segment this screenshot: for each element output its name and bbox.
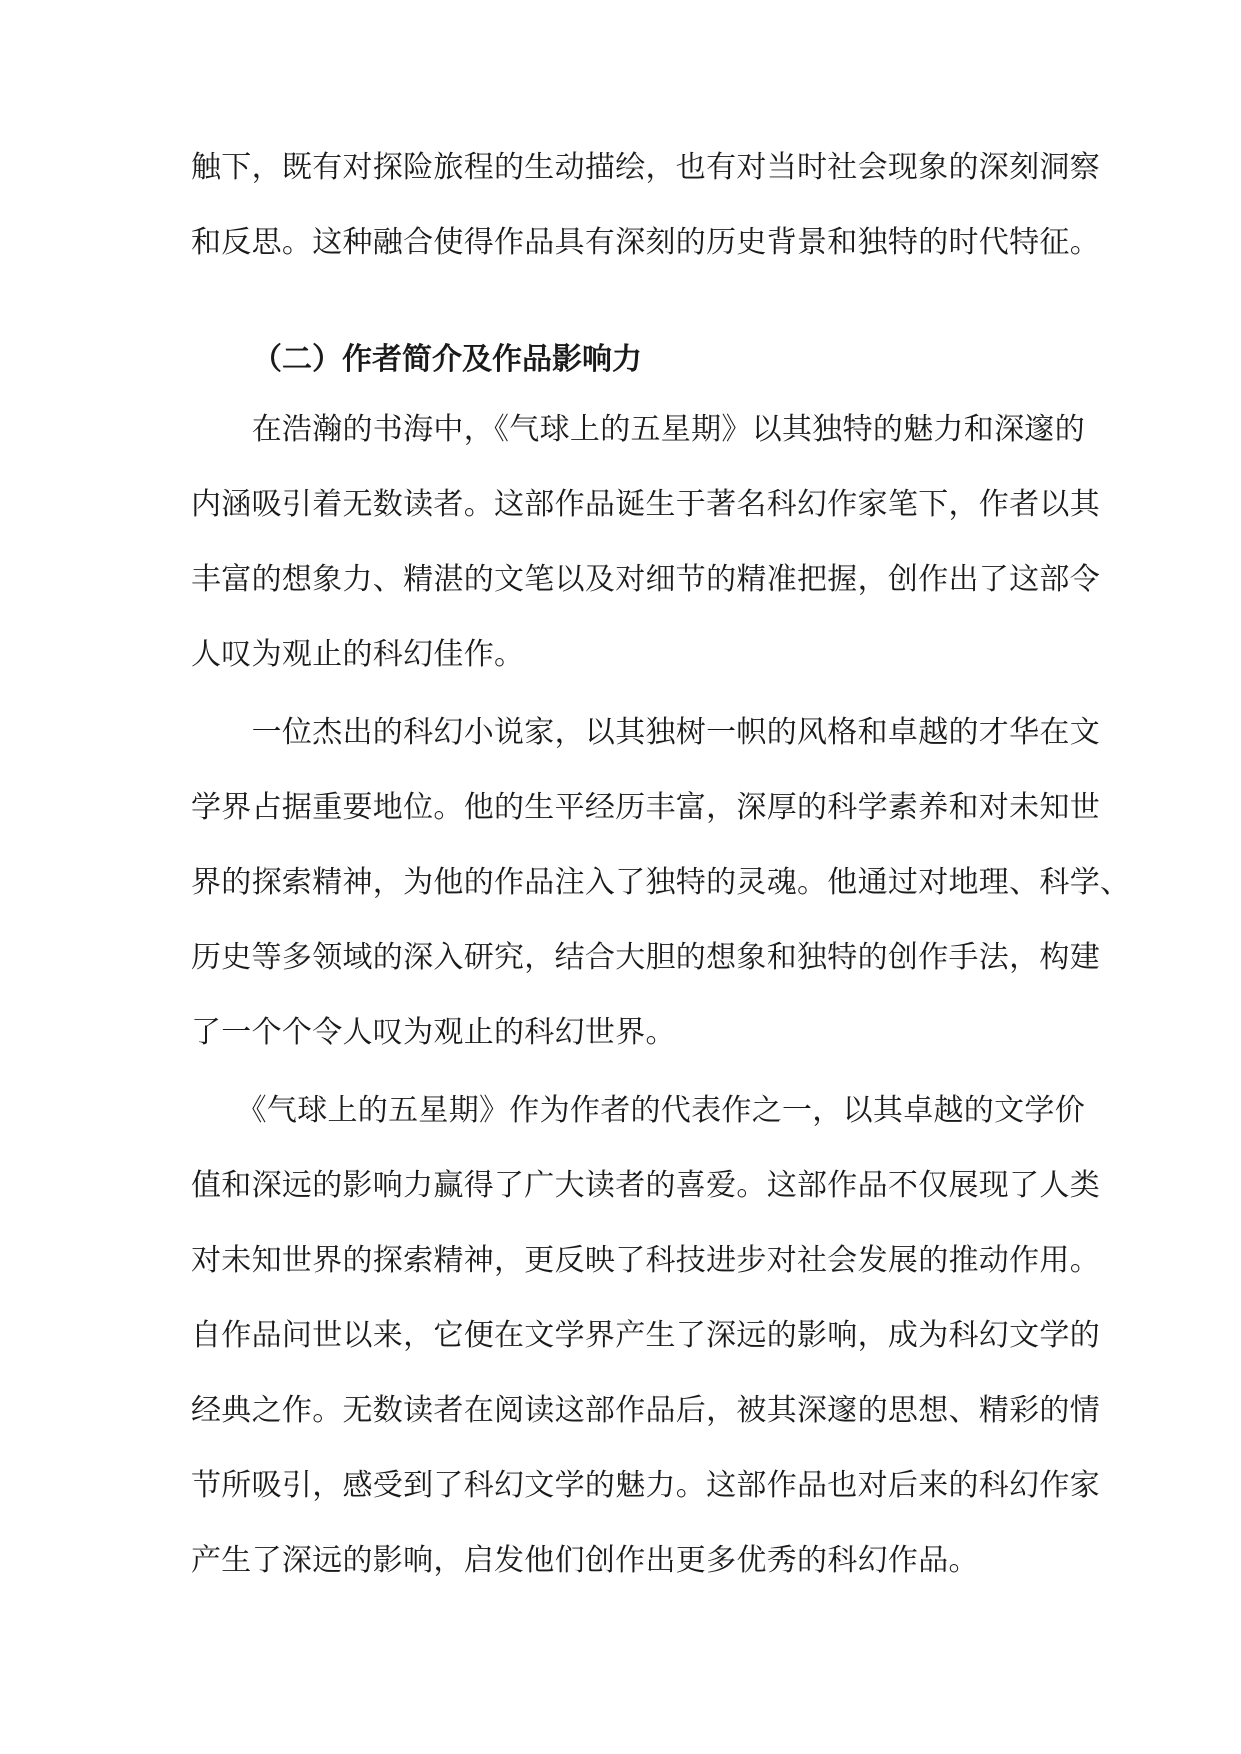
paragraph-2-line-4: 人叹为观止的科幻佳作。 <box>191 637 525 672</box>
paragraph-4-line-4: 自作品问世以来，它便在文学界产生了深远的影响，成为科幻文学的 <box>191 1318 1100 1353</box>
paragraph-2-line-1: 在浩瀚的书海中，《气球上的五星期》以其独特的魅力和深邃的 <box>191 412 1085 447</box>
paragraph-2-line-2: 内涵吸引着无数读者。这部作品诞生于著名科幻作家笔下，作者以其 <box>191 487 1100 522</box>
paragraph-4-line-1: 《气球上的五星期》作为作者的代表作之一，以其卓越的文学价 <box>191 1093 1085 1128</box>
paragraph-4-line-5: 经典之作。无数读者在阅读这部作品后，被其深邃的思想、精彩的情 <box>191 1393 1100 1428</box>
paragraph-3-line-2: 学界占据重要地位。他的生平经历丰富，深厚的科学素养和对未知世 <box>191 790 1100 825</box>
paragraph-4-line-2: 值和深远的影响力赢得了广大读者的喜爱。这部作品不仅展现了人类 <box>191 1168 1100 1203</box>
paragraph-3-line-5: 了一个个令人叹为观止的科幻世界。 <box>191 1015 676 1050</box>
paragraph-1-line-1: 触下，既有对探险旅程的生动描绘，也有对当时社会现象的深刻洞察 <box>191 150 1100 185</box>
paragraph-4-line-6: 节所吸引，感受到了科幻文学的魅力。这部作品也对后来的科幻作家 <box>191 1468 1100 1503</box>
paragraph-1-line-2: 和反思。这种融合使得作品具有深刻的历史背景和独特的时代特征。 <box>191 225 1100 260</box>
section-heading: （二）作者简介及作品影响力 <box>252 342 642 377</box>
paragraph-2-line-3: 丰富的想象力、精湛的文笔以及对细节的精准把握，创作出了这部令 <box>191 562 1100 597</box>
paragraph-4-line-3: 对未知世界的探索精神，更反映了科技进步对社会发展的推动作用。 <box>191 1243 1100 1278</box>
paragraph-3-line-1: 一位杰出的科幻小说家，以其独树一帜的风格和卓越的才华在文 <box>191 715 1100 750</box>
paragraph-3-line-3: 界的探索精神，为他的作品注入了独特的灵魂。他通过对地理、科学、 <box>191 865 1131 900</box>
paragraph-3-line-4: 历史等多领域的深入研究，结合大胆的想象和独特的创作手法，构建 <box>191 940 1100 975</box>
paragraph-4-line-7: 产生了深远的影响，启发他们创作出更多优秀的科幻作品。 <box>191 1543 979 1578</box>
